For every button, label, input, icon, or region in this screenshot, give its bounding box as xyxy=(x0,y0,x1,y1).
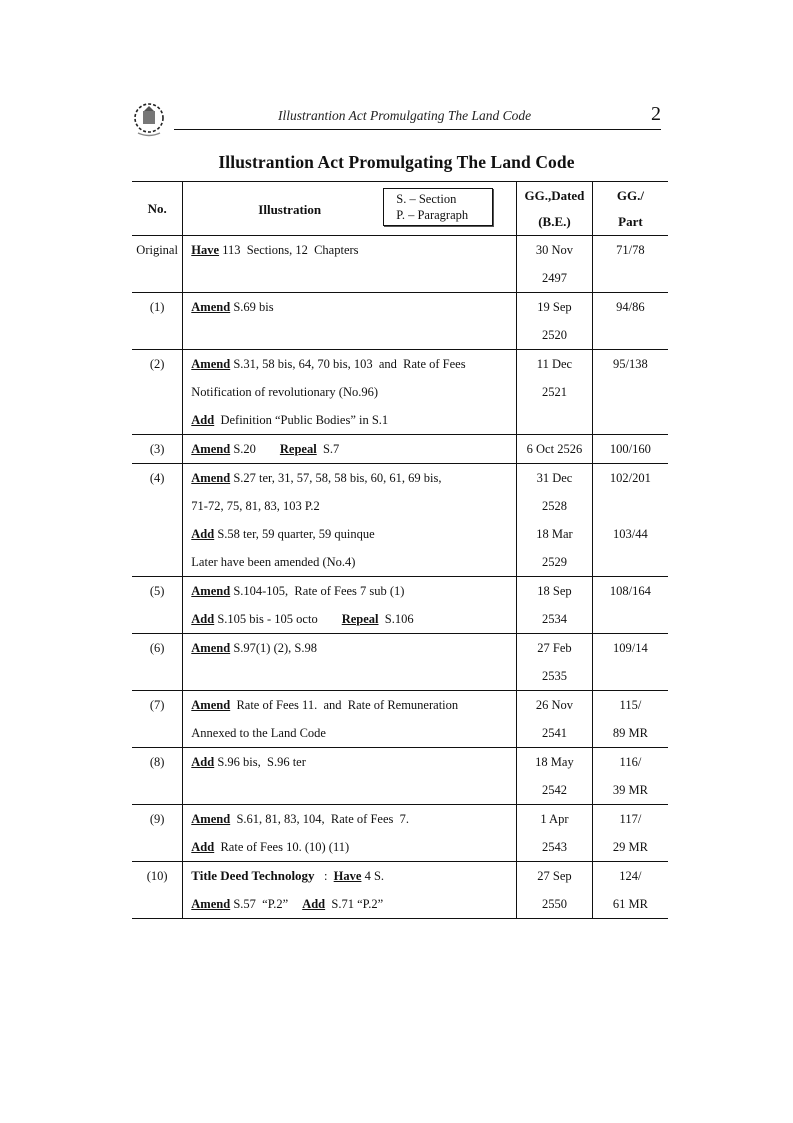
header-part-line1: GG./ xyxy=(616,187,644,203)
action-keyword: Have xyxy=(333,869,362,883)
table-row xyxy=(132,293,668,350)
illustration-cell xyxy=(183,577,517,634)
table-body xyxy=(132,236,668,919)
gazette-part-cell xyxy=(592,634,668,691)
gazette-part-cell xyxy=(592,577,668,634)
header-illustration xyxy=(183,182,517,236)
gazette-part: 29 MR xyxy=(612,840,648,854)
gazette-part xyxy=(593,492,668,520)
gazette-part-cell xyxy=(592,435,668,464)
gazette-date: 1 Apr xyxy=(540,812,569,826)
gazette-date: 2497 xyxy=(541,271,567,285)
gazette-part-cell xyxy=(592,862,668,919)
gazette-date-cell xyxy=(517,350,593,435)
table-row xyxy=(132,748,668,805)
illustration-line xyxy=(191,236,516,264)
gazette-part-cell xyxy=(592,293,668,350)
table-row xyxy=(132,236,668,293)
gazette-date-cell xyxy=(517,862,593,919)
gazette-part: 94/86 xyxy=(616,300,645,314)
illustration-line xyxy=(191,492,516,520)
table-row xyxy=(132,634,668,691)
illustration-line xyxy=(191,833,516,861)
row-number: (3) xyxy=(132,435,183,464)
header-part-line2: Part xyxy=(618,213,643,229)
gazette-part xyxy=(593,548,668,576)
illustration-text: S.105 bis - 105 octo xyxy=(214,612,318,626)
illustration-cell xyxy=(183,805,517,862)
illustration-text: S.104-105, Rate of Fees 7 sub (1) xyxy=(230,584,405,598)
gazette-date-cell xyxy=(517,805,593,862)
gazette-date: 18 Sep xyxy=(537,584,572,598)
illustration-text: S.69 bis xyxy=(230,300,274,314)
page-number: 2 xyxy=(651,103,661,125)
table-header-row xyxy=(132,182,668,236)
action-keyword: Add xyxy=(191,840,215,854)
header-dated xyxy=(517,182,593,236)
gazette-date: 2521 xyxy=(541,385,567,399)
gazette-part-cell xyxy=(592,748,668,805)
row-number: (4) xyxy=(132,464,183,577)
illustration-cell xyxy=(183,464,517,577)
row-number: (8) xyxy=(132,748,183,805)
gazette-part: 124/ xyxy=(619,869,642,883)
row-number: (5) xyxy=(132,577,183,634)
gazette-date: 27 Sep xyxy=(537,869,572,883)
row-number: (9) xyxy=(132,805,183,862)
illustration-text: S.20 xyxy=(230,442,256,456)
illustration-line xyxy=(191,605,516,633)
illustration-line xyxy=(191,634,516,662)
amendments-table xyxy=(132,181,668,919)
row-number: (1) xyxy=(132,293,183,350)
header-dated-line1: GG.,Dated xyxy=(524,187,585,203)
gazette-date: 2520 xyxy=(541,328,567,342)
gazette-date: 2534 xyxy=(541,612,567,626)
illustration-text: S.27 ter, 31, 57, 58, 58 bis, 60, 61, 69 bis, xyxy=(230,471,442,485)
table-row xyxy=(132,805,668,862)
illustration-line xyxy=(191,862,516,890)
table-row xyxy=(132,464,668,577)
gazette-date-cell xyxy=(517,464,593,577)
table-row xyxy=(132,577,668,634)
header-part xyxy=(592,182,668,236)
table-row xyxy=(132,862,668,919)
gazette-date: 2535 xyxy=(541,669,567,683)
illustration-cell xyxy=(183,236,517,293)
gazette-date: 27 Feb xyxy=(537,641,572,655)
illustration-line xyxy=(191,748,516,776)
gazette-part-cell xyxy=(592,464,668,577)
gazette-date: 18 May xyxy=(535,755,574,769)
header-rule xyxy=(174,129,661,130)
gazette-part-cell xyxy=(592,691,668,748)
gazette-date: 2543 xyxy=(541,840,567,854)
illustration-cell xyxy=(183,435,517,464)
illustration-text: Later have been amended (No.4) xyxy=(191,555,356,569)
gazette-date: 30 Nov xyxy=(535,243,574,257)
gazette-date: 26 Nov xyxy=(535,698,574,712)
gazette-date-cell xyxy=(517,293,593,350)
gazette-part: 39 MR xyxy=(612,783,648,797)
illustration-line xyxy=(191,719,516,747)
illustration-text: S.106 xyxy=(378,612,414,626)
action-keyword: Amend xyxy=(191,357,231,371)
table-row xyxy=(132,350,668,435)
illustration-text: S.7 xyxy=(316,442,340,456)
illustration-text: 113 Sections, 12 Chapters xyxy=(219,243,359,257)
illustration-line xyxy=(191,435,516,463)
illustration-line xyxy=(191,805,516,833)
illustration-text: 4 S. xyxy=(361,869,385,883)
illustration-line xyxy=(191,548,516,576)
action-keyword: Amend xyxy=(191,897,231,911)
illustration-text: S.61, 81, 83, 104, Rate of Fees 7. xyxy=(230,812,409,826)
illustration-line xyxy=(191,464,516,492)
action-keyword: Amend xyxy=(191,698,231,712)
illustration-line xyxy=(191,691,516,719)
illustration-line xyxy=(191,293,516,321)
gazette-date: 2528 xyxy=(541,499,567,513)
gazette-date: 11 Dec xyxy=(536,357,573,371)
running-header xyxy=(130,100,665,140)
gazette-part-cell xyxy=(592,350,668,435)
gazette-date: 6 Oct 2526 xyxy=(526,442,583,456)
illustration-line xyxy=(191,577,516,605)
illustration-text: Definition “Public Bodies” in S.1 xyxy=(214,413,389,427)
gazette-date-cell xyxy=(517,691,593,748)
gazette-date: 2529 xyxy=(541,555,567,569)
legend-paragraph: P. – Paragraph xyxy=(396,208,469,222)
illustration-cell xyxy=(183,634,517,691)
row-number: (10) xyxy=(132,862,183,919)
gazette-part: 117/ xyxy=(619,812,642,826)
illustration-text: S.97(1) (2), S.98 xyxy=(230,641,317,655)
gazette-part: 61 MR xyxy=(612,897,648,911)
illustration-line xyxy=(191,406,516,434)
illustration-line xyxy=(191,350,516,378)
action-keyword: Amend xyxy=(191,442,231,456)
gazette-part: 109/14 xyxy=(613,641,648,655)
illustration-cell xyxy=(183,350,517,435)
running-title: Illustrantion Act Promulgating The Land Code xyxy=(278,108,532,123)
gazette-part: 103/44 xyxy=(613,527,648,541)
illustration-line xyxy=(191,520,516,548)
gazette-part: 102/201 xyxy=(609,471,651,485)
action-keyword: Add xyxy=(191,413,215,427)
illustration-cell xyxy=(183,293,517,350)
row-number: (6) xyxy=(132,634,183,691)
gazette-part-cell xyxy=(592,805,668,862)
header-dated-line2: (B.E.) xyxy=(538,213,571,229)
action-keyword: Amend xyxy=(191,584,231,598)
illustration-text: S.71 “P.2” xyxy=(325,897,384,911)
gazette-date: 2550 xyxy=(541,897,567,911)
header-illustration-label: Illustration xyxy=(258,202,322,217)
illustration-cell xyxy=(183,691,517,748)
gazette-part: 100/160 xyxy=(609,442,651,456)
emblem-seal-icon xyxy=(132,102,166,138)
illustration-cell xyxy=(183,862,517,919)
gazette-part: 71/78 xyxy=(616,243,645,257)
bold-label: Title Deed Technology xyxy=(191,868,315,883)
illustration-text: S.96 bis, S.96 ter xyxy=(214,755,306,769)
header-no: No. xyxy=(132,182,183,236)
action-keyword: Amend xyxy=(191,812,231,826)
gazette-date-cell xyxy=(517,748,593,805)
action-keyword: Repeal xyxy=(279,442,317,456)
illustration-text: Annexed to the Land Code xyxy=(191,726,326,740)
illustration-text: Rate of Fees 11. and Rate of Remuneration xyxy=(230,698,459,712)
row-number: Original xyxy=(132,236,183,293)
row-number: (2) xyxy=(132,350,183,435)
action-keyword: Repeal xyxy=(341,612,379,626)
legend-section: S. – Section xyxy=(396,192,457,206)
action-keyword: Have xyxy=(191,243,220,257)
gazette-part: 116/ xyxy=(619,755,642,769)
gazette-date: 19 Sep xyxy=(537,300,572,314)
gazette-part: 115/ xyxy=(619,698,642,712)
illustration-text: 71-72, 75, 81, 83, 103 P.2 xyxy=(191,499,320,513)
action-keyword: Add xyxy=(191,755,215,769)
action-keyword: Amend xyxy=(191,641,231,655)
illustration-text: : xyxy=(314,869,334,883)
action-keyword: Add xyxy=(191,527,215,541)
illustration-text: S.31, 58 bis, 64, 70 bis, 103 and Rate of Fees xyxy=(230,357,466,371)
row-number: (7) xyxy=(132,691,183,748)
gazette-part: 95/138 xyxy=(613,357,648,371)
illustration-line xyxy=(191,890,516,918)
gazette-part: 89 MR xyxy=(612,726,648,740)
illustration-text: S.57 “P.2” xyxy=(230,897,289,911)
illustration-cell xyxy=(183,748,517,805)
abbreviation-legend xyxy=(383,188,493,226)
document-title: Illustrantion Act Promulgating The Land Code xyxy=(218,152,575,172)
table-row xyxy=(132,691,668,748)
illustration-text: Notification of revolutionary (No.96) xyxy=(191,385,379,399)
gazette-date-cell xyxy=(517,435,593,464)
illustration-line xyxy=(191,378,516,406)
gazette-date: 31 Dec xyxy=(536,471,573,485)
gazette-part: 108/164 xyxy=(609,584,651,598)
action-keyword: Add xyxy=(302,897,326,911)
illustration-text: Rate of Fees 10. (10) (11) xyxy=(214,840,350,854)
gazette-date: 2542 xyxy=(541,783,567,797)
gazette-date-cell xyxy=(517,577,593,634)
gazette-date-cell xyxy=(517,634,593,691)
illustration-text: S.58 ter, 59 quarter, 59 quinque xyxy=(214,527,375,541)
action-keyword: Add xyxy=(191,612,215,626)
action-keyword: Amend xyxy=(191,300,231,314)
action-keyword: Amend xyxy=(191,471,231,485)
gazette-date: 2541 xyxy=(541,726,567,740)
gazette-date-cell xyxy=(517,236,593,293)
table-row xyxy=(132,435,668,464)
gazette-part-cell xyxy=(592,236,668,293)
gazette-date: 18 Mar xyxy=(536,527,573,541)
